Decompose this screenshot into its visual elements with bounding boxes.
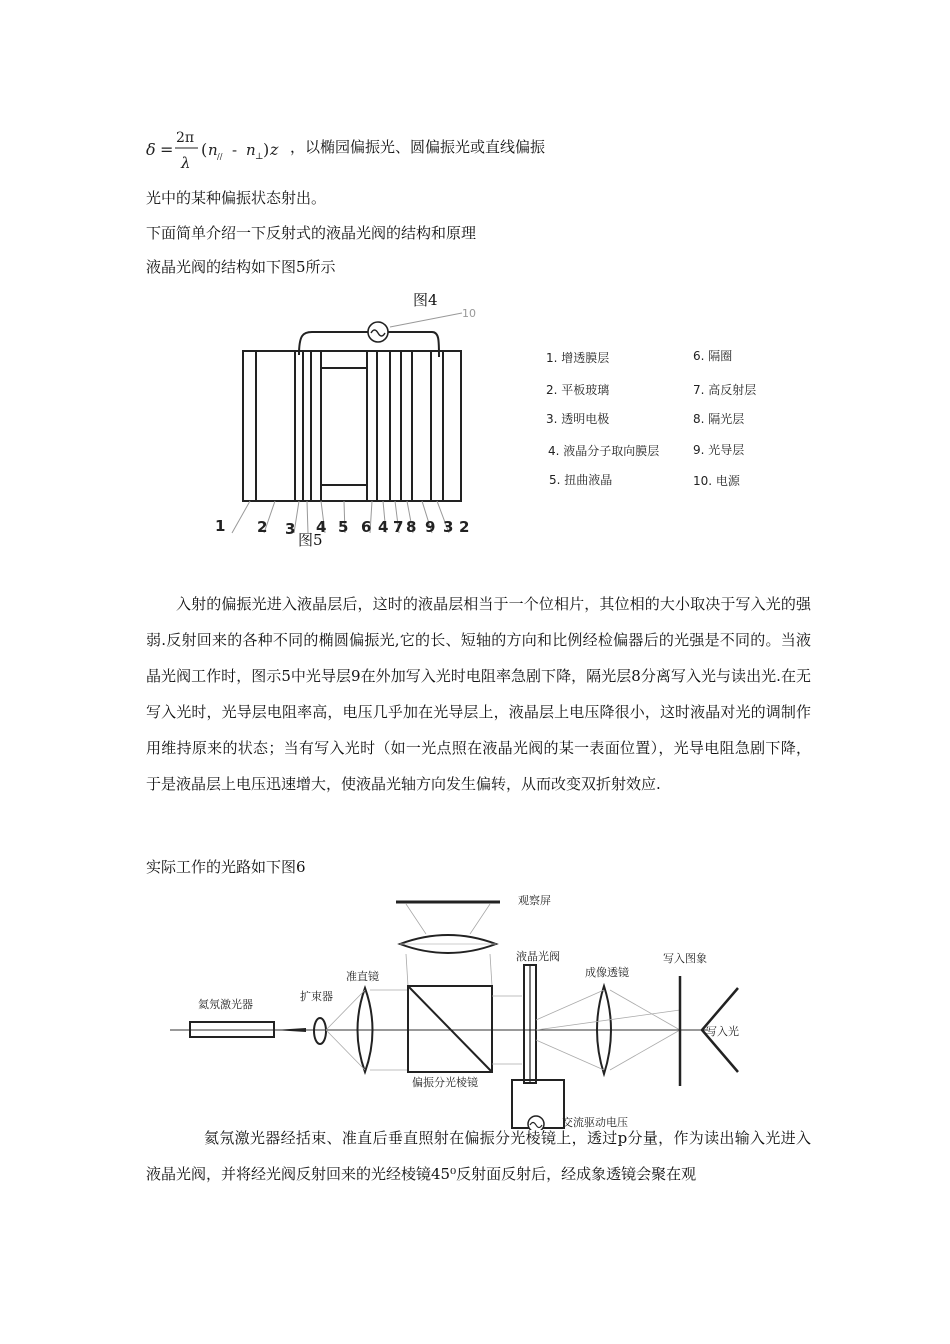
legend-item: 9. 光导层 bbox=[693, 443, 745, 457]
label-imaging-lens: 成像透镜 bbox=[585, 966, 629, 979]
layer-number: 9 bbox=[425, 518, 436, 536]
legend-item: 7. 高反射层 bbox=[693, 383, 757, 397]
label-write-image: 写入图象 bbox=[663, 952, 707, 965]
legend-item: 6. 隔圈 bbox=[693, 349, 733, 363]
text-line-fig6: 实际工作的光路如下图6 bbox=[146, 858, 306, 876]
formula-eq: = bbox=[160, 140, 174, 159]
layer-number: 1 bbox=[215, 517, 226, 535]
label-ac-drive: 交流驱动电压 bbox=[562, 1116, 628, 1129]
legend-item: 10. 电源 bbox=[693, 474, 740, 488]
legend-item: 1. 增透膜层 bbox=[546, 351, 610, 365]
figure-4-caption: 图4 bbox=[413, 291, 438, 309]
figure-5-structure-diagram bbox=[200, 305, 800, 555]
text-line-2: 下面简单介绍一下反射式的液晶光阀的结构和原理 bbox=[146, 224, 477, 242]
label-screen: 观察屏 bbox=[518, 894, 551, 907]
legend-item: 8. 隔光层 bbox=[693, 412, 745, 426]
layer-number: 7 bbox=[393, 518, 404, 536]
layer-number: 6 bbox=[361, 518, 372, 536]
legend-item: 5. 扭曲液晶 bbox=[549, 473, 613, 487]
layer-number: 8 bbox=[406, 518, 417, 536]
layer-number: 3 bbox=[285, 520, 296, 538]
label-laser: 氦氖激光器 bbox=[198, 998, 253, 1011]
layer-number: 3 bbox=[443, 518, 454, 536]
label-write-light: 写入光 bbox=[706, 1025, 739, 1038]
label-expander: 扩束器 bbox=[300, 990, 333, 1003]
formula-tail-text: ，以椭园偏振光、圆偏振光或直线偏振 bbox=[290, 138, 546, 156]
formula-denominator: λ bbox=[181, 154, 191, 172]
formula-paren-close: ) bbox=[263, 140, 270, 159]
layer-number: 4 bbox=[316, 518, 327, 536]
formula-z: z bbox=[270, 140, 279, 159]
layer-number: 4 bbox=[378, 518, 389, 536]
paragraph-principle-text: 入射的偏振光进入液晶层后，这时的液晶层相当于一个位相片，其位相的大小取决于写入光的强弱.反射回来的各种不同的椭圆偏振光,它的长、短轴的方向和比例经检偏器后的光强是不同的。当液晶光阀工作时，图示5中光导层9在外加写入光时电阻率急剧下降，隔光层8分离写入光与读出光.在无写入光时，光导层电阻率高，电压几乎加在光导层上，液晶层上电压降很小，这时液晶对光的调制作用维持原来的状态；当有写入光时（如一光点照在液晶光阀的某一表面位置），光导电阻急剧下降，于是液晶层上电压迅速增大，使液晶光轴方向发生偏转，从而改变双折射效应. bbox=[146, 595, 811, 793]
layer-number: 2 bbox=[257, 518, 268, 536]
callout-10: 10 bbox=[462, 307, 476, 320]
formula-parallel-sub: // bbox=[217, 152, 223, 161]
formula-minus: - bbox=[232, 141, 238, 159]
layer-number: 5 bbox=[338, 518, 349, 536]
formula-delta: δ bbox=[146, 140, 156, 159]
formula-numerator: 2π bbox=[176, 130, 195, 146]
paragraph-optical-path-text: 氦氖激光器经括束、准直后垂直照射在偏振分光棱镜上，透过p分量，作为读出输入光进入液晶光阀，并将经光阀反射回来的光经棱镜45⁰反射面反射后，经成象透镜会聚在观 bbox=[146, 1129, 811, 1183]
text-line-1: 光中的某种偏振状态射出。 bbox=[146, 189, 327, 207]
formula-n-perp: n bbox=[246, 141, 256, 159]
legend-item: 3. 透明电极 bbox=[546, 412, 610, 426]
layer-number: 2 bbox=[459, 518, 470, 536]
formula-paren-open: ( bbox=[201, 140, 208, 159]
legend-item: 2. 平板玻璃 bbox=[546, 383, 610, 397]
figure-5-caption: 图5 bbox=[298, 531, 323, 549]
legend-item: 4. 液晶分子取向膜层 bbox=[548, 444, 660, 458]
label-collimator: 准直镜 bbox=[346, 970, 379, 983]
paragraph-optical-path bbox=[146, 1120, 811, 1192]
formula-n-parallel: n bbox=[208, 141, 218, 159]
formula-perp-sub: ⊥ bbox=[255, 152, 264, 162]
label-light-valve: 液晶光阀 bbox=[516, 950, 560, 963]
text-line-3: 液晶光阀的结构如下图5所示 bbox=[146, 258, 336, 276]
label-prism: 偏振分光棱镜 bbox=[412, 1076, 478, 1089]
figure-6-optical-path-diagram bbox=[160, 880, 800, 1130]
paragraph-principle bbox=[146, 586, 811, 802]
